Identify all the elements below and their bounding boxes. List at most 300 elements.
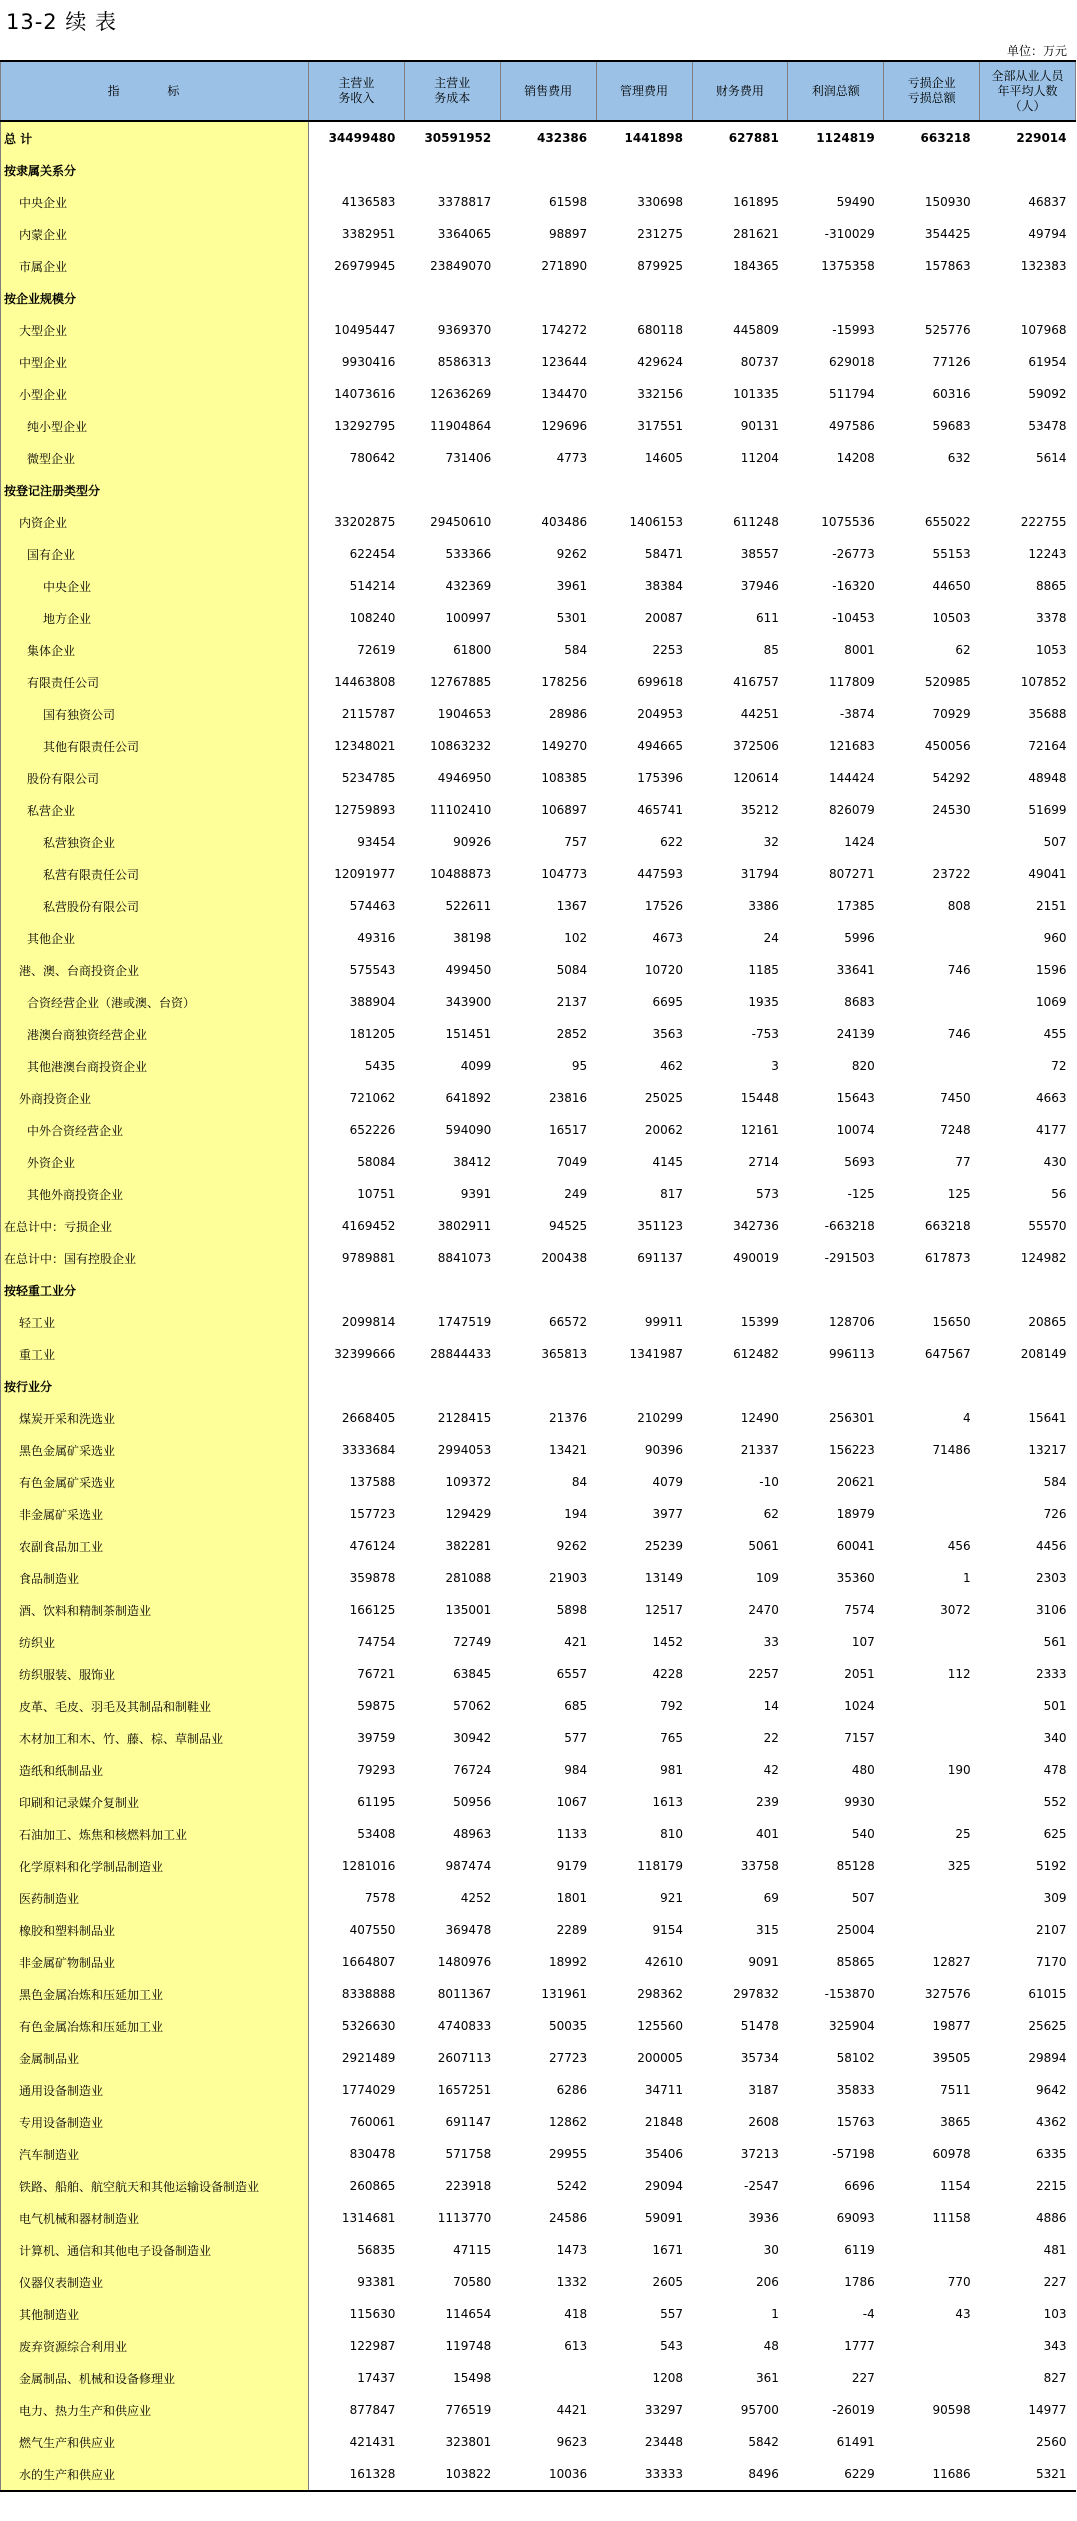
table-cell: 641892 [445, 1091, 492, 1105]
table-cell [788, 474, 884, 506]
table-cell: 12827 [932, 1955, 971, 1969]
table-cell: 1332 [556, 2275, 588, 2289]
row-label: 股份有限公司 [1, 762, 309, 794]
row-label: 金属制品业 [1, 2042, 309, 2074]
row-label: 纺织服装、服饰业 [1, 1658, 309, 1690]
table-cell: 48948 [1028, 771, 1067, 785]
table-row [1, 442, 1076, 474]
table-cell: 7574 [844, 1603, 875, 1617]
table-row [1, 1946, 1076, 1978]
table-cell: 71486 [932, 1443, 971, 1457]
table-cell: 48 [763, 2339, 779, 2353]
table-cell [980, 1370, 1076, 1402]
table-row [1, 730, 1076, 762]
table-cell [309, 154, 405, 186]
table-row [1, 378, 1076, 410]
row-label: 有限责任公司 [1, 666, 309, 698]
table-cell [596, 154, 692, 186]
table-cell: 5693 [844, 1155, 875, 1169]
table-cell: 115630 [349, 2307, 396, 2321]
table-cell: 20621 [836, 1475, 875, 1489]
table-cell: 161895 [733, 195, 779, 209]
table-cell: 361 [755, 2371, 779, 2385]
table-row [1, 2106, 1076, 2138]
table-cell: 121683 [828, 739, 875, 753]
table-cell: 726 [1043, 1507, 1067, 1521]
table-cell: 178256 [541, 675, 588, 689]
table-cell: -3874 [839, 707, 875, 721]
table-cell: 56 [1051, 1187, 1067, 1201]
table-cell: 533366 [445, 547, 492, 561]
table-cell: 543 [660, 2339, 683, 2353]
table-cell: 77126 [932, 355, 971, 369]
table-cell: 1664807 [341, 1955, 396, 1969]
row-label: 中央企业 [1, 186, 309, 218]
table-row [1, 2010, 1076, 2042]
table-cell: 760061 [349, 2115, 396, 2129]
row-label: 其他企业 [1, 922, 309, 954]
table-cell: 58084 [357, 1155, 396, 1169]
table-cell: 72 [1051, 1059, 1067, 1073]
table-cell: 100997 [445, 611, 492, 625]
table-cell [404, 1370, 500, 1402]
row-label: 在总计中：亏损企业 [1, 1210, 309, 1242]
table-cell: 3187 [748, 2083, 779, 2097]
table-cell: 128706 [828, 1315, 875, 1329]
table-cell: 15763 [836, 2115, 875, 2129]
table-cell: 1774029 [341, 2083, 396, 2097]
table-row [1, 2170, 1076, 2202]
table-cell: 7170 [1035, 1955, 1067, 1969]
table-cell: 94525 [548, 1219, 588, 1233]
row-label: 按企业规模分 [1, 282, 309, 314]
table-row [1, 1562, 1076, 1594]
table-cell: 10495447 [334, 323, 396, 337]
table-cell: 107852 [1020, 675, 1067, 689]
table-cell: 25 [955, 1827, 971, 1841]
table-cell: 30591952 [424, 131, 492, 145]
row-label: 私营企业 [1, 794, 309, 826]
table-cell: 29094 [644, 2179, 683, 2193]
table-cell: 757 [564, 835, 588, 849]
table-cell: 2151 [1035, 899, 1067, 913]
table-cell: 210299 [637, 1411, 683, 1425]
table-cell: 30942 [453, 1731, 492, 1745]
table-cell: 125560 [637, 2019, 683, 2033]
table-cell: 2470 [748, 1603, 779, 1617]
table-cell: 9154 [652, 1923, 683, 1937]
table-cell: 10488873 [430, 867, 492, 881]
table-cell: 29955 [548, 2147, 588, 2161]
table-cell: 174272 [541, 323, 588, 337]
table-cell: 28844433 [430, 1347, 492, 1361]
table-cell: 388904 [349, 995, 396, 1009]
table-cell: 33 [763, 1635, 779, 1649]
table-cell: 59091 [644, 2211, 683, 2225]
table-row [1, 282, 1076, 314]
table-cell: 70580 [453, 2275, 492, 2289]
table-row [1, 570, 1076, 602]
table-row [1, 1722, 1076, 1754]
row-label: 地方企业 [1, 602, 309, 634]
table-cell: 4740833 [437, 2019, 492, 2033]
table-cell: 647567 [924, 1347, 971, 1361]
table-cell: 494665 [637, 739, 683, 753]
table-cell: 827 [1043, 2371, 1067, 2385]
table-cell: 3802911 [437, 1219, 492, 1233]
table-cell [788, 1370, 884, 1402]
table-cell: 1671 [652, 2243, 683, 2257]
table-cell: 421431 [349, 2435, 396, 2449]
row-label: 在总计中：国有控股企业 [1, 1242, 309, 1274]
table-cell: 9930 [844, 1795, 875, 1809]
table-cell: -26773 [832, 547, 875, 561]
table-cell [404, 282, 500, 314]
table-cell: 481 [1043, 2243, 1067, 2257]
row-label: 中型企业 [1, 346, 309, 378]
table-cell: 32399666 [334, 1347, 396, 1361]
table-cell: 95700 [740, 2403, 779, 2417]
table-cell: 8011367 [437, 1987, 492, 2001]
table-cell [309, 282, 405, 314]
table-cell: 522611 [445, 899, 492, 913]
table-cell: 5242 [556, 2179, 588, 2193]
table-cell: 421 [564, 1635, 588, 1649]
table-cell: 629018 [828, 355, 875, 369]
table-cell [500, 282, 596, 314]
table-cell: 21337 [740, 1443, 779, 1457]
table-cell: 194 [564, 1507, 588, 1521]
table-cell: 2852 [556, 1027, 588, 1041]
row-label: 纺织业 [1, 1626, 309, 1658]
table-cell: 575543 [349, 963, 396, 977]
row-label: 非金属矿采选业 [1, 1498, 309, 1530]
table-cell: 343900 [445, 995, 492, 1009]
table-cell: 7450 [940, 1091, 971, 1105]
table-cell: 15650 [932, 1315, 971, 1329]
table-cell: 6286 [556, 2083, 588, 2097]
table-cell [884, 1498, 980, 1530]
table-row [1, 314, 1076, 346]
table-cell: 3106 [1035, 1603, 1067, 1617]
table-cell: 281088 [445, 1571, 492, 1585]
table-cell: 9262 [556, 547, 588, 561]
row-label: 计算机、通信和其他电子设备制造业 [1, 2234, 309, 2266]
table-cell: 327576 [924, 1987, 971, 2001]
table-cell: 17437 [357, 2371, 396, 2385]
table-cell: 6696 [844, 2179, 875, 2193]
table-cell: 60978 [932, 2147, 971, 2161]
table-cell [884, 986, 980, 1018]
table-cell: 108240 [349, 611, 396, 625]
table-cell: -125 [847, 1187, 875, 1201]
table-cell [884, 1466, 980, 1498]
table-cell: 16517 [548, 1123, 588, 1137]
table-cell: 4886 [1035, 2211, 1067, 2225]
table-header [1, 61, 1076, 121]
table-cell: 32 [763, 835, 779, 849]
table-cell: -15993 [832, 323, 875, 337]
table-cell: 200005 [637, 2051, 683, 2065]
row-label: 私营独资企业 [1, 826, 309, 858]
table-row [1, 1242, 1076, 1274]
table-cell: 135001 [445, 1603, 492, 1617]
row-label: 食品制造业 [1, 1562, 309, 1594]
row-label: 国有企业 [1, 538, 309, 570]
table-cell: 4 [962, 1411, 971, 1425]
table-cell: 1904653 [437, 707, 492, 721]
table-row [1, 2202, 1076, 2234]
table-cell [692, 282, 788, 314]
row-label: 印刷和记录媒介复制业 [1, 1786, 309, 1818]
table-cell: 455 [1043, 1027, 1067, 1041]
row-label: 按隶属关系分 [1, 154, 309, 186]
table-cell: 1935 [748, 995, 779, 1009]
table-row [1, 666, 1076, 698]
table-cell: 12862 [548, 2115, 588, 2129]
table-cell: 577 [564, 1731, 588, 1745]
table-cell: 4673 [652, 931, 683, 945]
table-cell: 150930 [924, 195, 971, 209]
table-row [1, 1882, 1076, 1914]
row-label: 合资经营企业（港或澳、台资） [1, 986, 309, 1018]
table-cell: 613 [564, 2339, 588, 2353]
row-label: 按轻重工业分 [1, 1274, 309, 1306]
table-cell: 166125 [349, 1603, 396, 1617]
table-cell: 12490 [740, 1411, 779, 1425]
table-cell: 4421 [556, 2403, 588, 2417]
table-cell: 33202875 [334, 515, 396, 529]
table-cell: 1113770 [437, 2211, 492, 2225]
table-row [1, 1594, 1076, 1626]
table-cell: 181205 [349, 1027, 396, 1041]
row-label: 轻工业 [1, 1306, 309, 1338]
table-cell: 137588 [349, 1475, 396, 1489]
table-cell: 12348021 [334, 739, 396, 753]
table-cell: 1133 [556, 1827, 588, 1841]
table-cell: 239 [755, 1795, 779, 1809]
table-cell: 229014 [1016, 131, 1067, 145]
table-cell: 200438 [541, 1251, 588, 1265]
column-header: 财务费用 [692, 61, 788, 121]
table-cell: 365813 [541, 1347, 588, 1361]
table-cell: 3563 [652, 1027, 683, 1041]
table-cell: 29894 [1028, 2051, 1067, 2065]
table-cell: 8586313 [437, 355, 492, 369]
table-cell: 1424 [844, 835, 875, 849]
table-cell: 9623 [556, 2435, 588, 2449]
table-cell: 501 [1043, 1699, 1067, 1713]
table-cell: -10 [759, 1475, 779, 1489]
table-cell: 4773 [556, 451, 588, 465]
table-row [1, 1498, 1076, 1530]
table-row [1, 1850, 1076, 1882]
table-row [1, 1338, 1076, 1370]
table-cell: 33333 [596, 2458, 692, 2491]
table-cell [692, 474, 788, 506]
table-cell: 61015 [1028, 1987, 1067, 2001]
table-cell: 557 [660, 2307, 683, 2321]
table-cell: 25625 [1028, 2019, 1067, 2033]
table-cell: -26019 [832, 2403, 875, 2417]
table-cell: 9262 [556, 1539, 588, 1553]
table-cell: 3961 [556, 579, 588, 593]
table-cell: 85 [763, 643, 779, 657]
table-cell: 9930416 [341, 355, 396, 369]
table-cell: 4099 [460, 1059, 492, 1073]
table-cell: 8338888 [341, 1987, 396, 2001]
table-cell: 44650 [932, 579, 971, 593]
row-label: 专用设备制造业 [1, 2106, 309, 2138]
table-cell: 50956 [453, 1795, 492, 1809]
table-cell: 5326630 [341, 2019, 396, 2033]
table-cell: 4145 [652, 1155, 683, 1169]
table-row [1, 121, 1076, 154]
table-cell: 480 [851, 1763, 875, 1777]
table-cell: 369478 [445, 1923, 492, 1937]
table-cell: 49794 [1028, 227, 1067, 241]
table-cell [788, 1274, 884, 1306]
table-cell: 525776 [924, 323, 971, 337]
table-cell: 74754 [357, 1635, 396, 1649]
table-cell: 5192 [1035, 1859, 1067, 1873]
table-cell: 2137 [556, 995, 588, 1009]
table-cell: 507 [851, 1891, 875, 1905]
table-cell: 4136583 [341, 195, 396, 209]
table-cell: 627881 [728, 131, 779, 145]
table-cell: 317551 [637, 419, 683, 433]
table-cell: 6695 [652, 995, 683, 1009]
table-cell: 42 [763, 1763, 779, 1777]
table-cell: 208149 [1020, 1347, 1067, 1361]
table-cell [980, 1274, 1076, 1306]
table-cell: 256301 [828, 1411, 875, 1425]
table-cell: 60041 [836, 1539, 875, 1553]
table-cell: 372506 [733, 739, 779, 753]
table-cell: 309 [1043, 1891, 1067, 1905]
row-label: 废弃资源综合利用业 [1, 2330, 309, 2362]
table-cell: 151451 [445, 1027, 492, 1041]
table-cell: 456 [947, 1539, 971, 1553]
table-cell: 56835 [357, 2243, 396, 2257]
table-cell: 663218 [924, 1219, 971, 1233]
table-cell: 8841073 [437, 1251, 492, 1265]
table-cell: 61954 [1028, 355, 1067, 369]
table-cell: 48963 [453, 1827, 492, 1841]
table-cell: 53478 [1028, 419, 1067, 433]
table-row [1, 2426, 1076, 2458]
table-cell: 106897 [541, 803, 588, 817]
table-cell: 51478 [740, 2019, 779, 2033]
column-header: 利润总额 [788, 61, 884, 121]
table-cell [692, 1274, 788, 1306]
table-cell: 49041 [1028, 867, 1067, 881]
table-cell: 465741 [637, 803, 683, 817]
row-label: 橡胶和塑料制品业 [1, 1914, 309, 1946]
table-cell: 53408 [357, 1827, 396, 1841]
table-row [1, 1754, 1076, 1786]
table-cell: 114654 [445, 2307, 492, 2321]
table-cell: 680118 [637, 323, 683, 337]
table-cell: 611 [755, 611, 779, 625]
row-label: 私营有限责任公司 [1, 858, 309, 890]
table-cell: 359878 [349, 1571, 396, 1585]
table-cell: 354425 [924, 227, 971, 241]
table-cell: 157863 [924, 259, 971, 273]
table-cell: 84 [571, 1475, 588, 1489]
table-cell: 63845 [453, 1667, 492, 1681]
table-cell [500, 154, 596, 186]
table-cell [500, 2362, 596, 2394]
table-cell: 1406153 [629, 515, 683, 529]
data-table [0, 60, 1076, 2492]
table-cell: 351123 [637, 1219, 683, 1233]
table-cell: -663218 [824, 1219, 875, 1233]
table-cell: 23722 [932, 867, 971, 881]
table-cell [884, 282, 980, 314]
table-cell: 3364065 [437, 227, 492, 241]
table-cell: 20062 [644, 1123, 683, 1137]
table-cell: 59490 [836, 195, 875, 209]
table-cell: 2253 [652, 643, 683, 657]
table-row [1, 602, 1076, 634]
table-cell: 1 [771, 2307, 779, 2321]
table-cell: 584 [564, 643, 588, 657]
table-cell: 1375358 [821, 259, 875, 273]
table-cell: 401 [755, 1827, 779, 1841]
table-cell: 107 [851, 1635, 875, 1649]
table-cell: 14977 [1028, 2403, 1067, 2417]
table-cell: 3936 [748, 2211, 779, 2225]
table-cell: 231275 [637, 227, 683, 241]
table-cell: 11158 [932, 2211, 971, 2225]
row-label: 总 计 [1, 121, 309, 154]
row-label: 金属制品、机械和设备修理业 [1, 2362, 309, 2394]
table-cell: 2107 [1035, 1923, 1067, 1937]
table-cell: 746 [947, 1027, 971, 1041]
table-cell: 430 [1043, 1155, 1067, 1169]
table-row [1, 2138, 1076, 2170]
table-cell: 5061 [748, 1539, 779, 1553]
row-label: 医药制造业 [1, 1882, 309, 1914]
table-cell: 879925 [637, 259, 683, 273]
table-cell: 24139 [836, 1027, 875, 1041]
table-cell: 877847 [349, 2403, 396, 2417]
table-cell: 103822 [404, 2458, 500, 2491]
table-cell [884, 1370, 980, 1402]
table-cell: 7049 [556, 1155, 588, 1169]
table-cell: 5842 [748, 2435, 779, 2449]
table-cell: 552 [1043, 1795, 1067, 1809]
table-cell: 2115787 [341, 707, 396, 721]
table-cell: 12091977 [334, 867, 396, 881]
table-cell: 7511 [940, 2083, 971, 2097]
table-cell: 23816 [548, 1091, 588, 1105]
table-cell: 323801 [445, 2435, 492, 2449]
table-cell: 101335 [733, 387, 779, 401]
table-cell: 981 [660, 1763, 683, 1777]
table-cell: 14 [763, 1699, 779, 1713]
table-cell: 2560 [1035, 2435, 1067, 2449]
table-cell: 5996 [844, 931, 875, 945]
row-label: 石油加工、炼焦和核燃料加工业 [1, 1818, 309, 1850]
table-cell [884, 1626, 980, 1658]
table-cell: 1281016 [341, 1859, 396, 1873]
table-row [1, 634, 1076, 666]
column-header: 全部从业人员 年平均人数 （人） [980, 61, 1076, 121]
header-row [1, 61, 1076, 121]
table-row [1, 2266, 1076, 2298]
